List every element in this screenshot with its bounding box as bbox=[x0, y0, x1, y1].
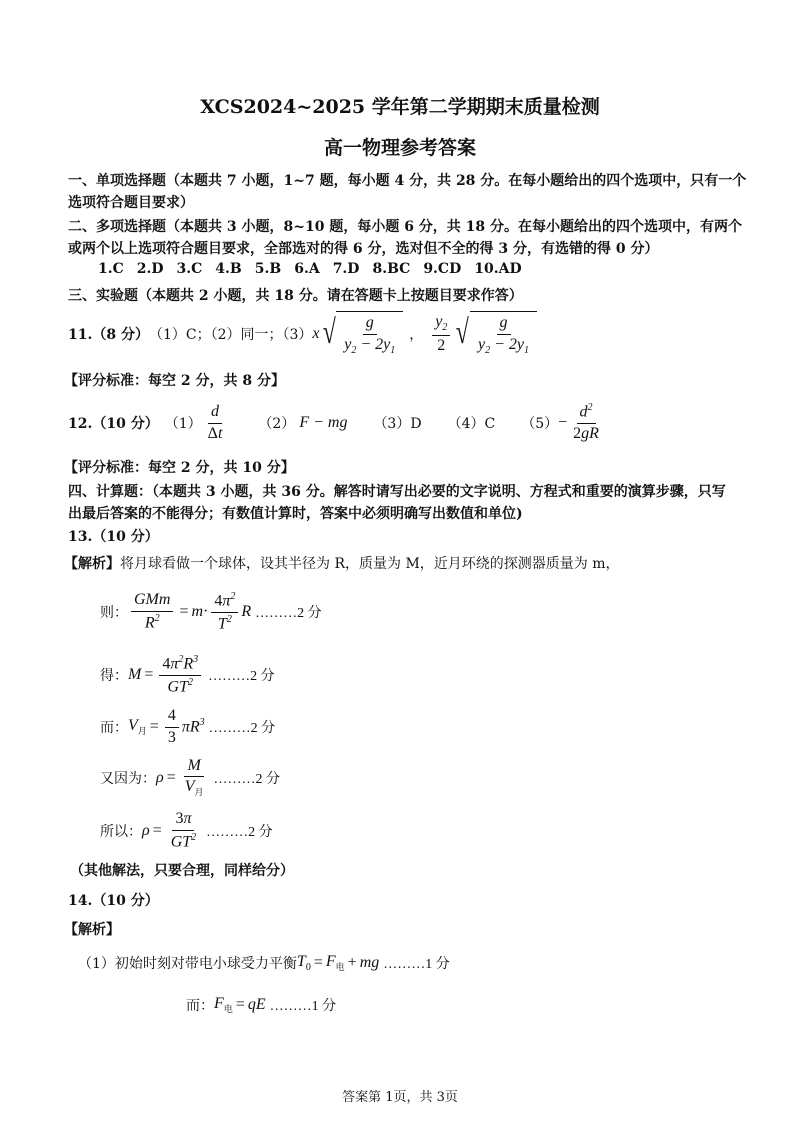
section-2-line-2: 或两个以上选项符合题目要求，全部选对的得 6 分，选对但不全的得 3 分，有选错的得 0 分） bbox=[68, 241, 659, 257]
page-subtitle: 高一物理参考答案 bbox=[323, 137, 476, 159]
answer-item: 4.B bbox=[215, 261, 242, 277]
q12-part-5: （5） bbox=[521, 416, 559, 432]
q13-step-2: 得： M = $\frac{4\pi^2R^3}{GT^2}$ ………2 分 bbox=[100, 653, 275, 695]
page-footer: 答案第 1页，共 3页 bbox=[342, 1090, 458, 1105]
q11-parts: （1）C；（2）同一；（3） bbox=[148, 327, 313, 343]
q12-formula-5: − $\frac{d^2}{2gR}$ bbox=[558, 402, 599, 443]
section-3-heading: 三、实验题（本题共 2 小题，共 18 分。请在答题卡上按题目要求作答） bbox=[68, 288, 523, 304]
q14-analysis-tag: 【解析】 bbox=[64, 922, 120, 938]
q11-formula-1: x √ $\frac{g}{y_2 - 2y_1}$ bbox=[312, 311, 403, 356]
q12-formula-2: F − mg bbox=[299, 414, 348, 431]
q13-analysis bbox=[64, 553, 620, 573]
answer-item: 10.AD bbox=[474, 261, 522, 277]
section-1-line-1: 一、单项选择题（本题共 7 小题，1~7 题，每小题 4 分，共 28 分。在每小题给出的四个选项中，只有一个 bbox=[68, 173, 747, 189]
section-4-line-1: 四、计算题：（本题共 3 小题，共 36 分。解答时请写出必要的文字说明、方程式和重要的演算步骤，只写 bbox=[68, 484, 726, 500]
q11-label: 11.（8 分） bbox=[68, 327, 149, 343]
q13-label: 13.（10 分） bbox=[68, 529, 159, 545]
q12-label: 12.（10 分） bbox=[68, 416, 159, 432]
answer-item: 7.D bbox=[332, 261, 360, 277]
section-1-line-2: 选项符合题目要求） bbox=[68, 195, 194, 211]
answer-list bbox=[98, 261, 522, 277]
q12-criteria: 【评分标准：每空 2 分，共 10 分】 bbox=[64, 460, 295, 476]
answer-item: 5.B bbox=[254, 261, 282, 277]
q14-step-1: （1）初始时刻对带电小球受力平衡 $T_0$ = $F_电$ + mg ………1 分 bbox=[78, 952, 450, 974]
answer-item: 2.D bbox=[136, 261, 164, 277]
q14-step-2: 而： $F_电$ = qE ………1 分 bbox=[186, 994, 337, 1016]
q11-criteria: 【评分标准：每空 2 分，共 8 分】 bbox=[64, 373, 285, 389]
q13-step-1: 则： $\frac{\text{GMm}}{R^2}$ = m · $\frac{4\pi^2}{T^2}$ R ………2 分 bbox=[100, 590, 322, 632]
answer-item: 9.CD bbox=[423, 261, 462, 277]
answer-item: 6.A bbox=[294, 261, 320, 277]
q13-analysis-tag: 【解析】 bbox=[64, 556, 120, 572]
section-2-line-1: 二、多项选择题（本题共 3 小题，8~10 题，每小题 6 分，共 18 分。在每小题给出的四个选项中，有两个 bbox=[68, 219, 743, 235]
section-4-line-2: 出最后答案的不能得分；有数值计算时，答案中必须明确写出数值和单位) bbox=[68, 506, 523, 522]
q12-part-3: （3）D bbox=[373, 416, 422, 432]
page-title: XCS2024~2025 学年第二学期期末质量检测 bbox=[200, 96, 600, 118]
answer-item: 1.C bbox=[98, 261, 124, 277]
answer-item: 3.C bbox=[176, 261, 203, 277]
q12-part-4: （4）C bbox=[447, 416, 496, 432]
q13-step-4: 又因为： ρ = $\frac{M}{V_月}$ ………2 分 bbox=[100, 757, 281, 799]
q11-separator: ， bbox=[409, 327, 424, 343]
q11-formula-2: $\frac{y_2}{2}$ √ $\frac{g}{y_2 - 2y_1}$ bbox=[429, 311, 537, 356]
q13-step-3: 而： $V_月$ = $\frac{4}{3}$ $\pi R^3$ ………2 分 bbox=[100, 707, 276, 746]
q12-formula-1: $\frac{d}{\Delta t}$ bbox=[207, 403, 223, 442]
q12-answer bbox=[68, 398, 605, 448]
q14-label: 14.（10 分） bbox=[68, 893, 159, 909]
q12-part-2: （2） bbox=[258, 416, 296, 432]
answer-item: 8.BC bbox=[372, 261, 411, 277]
q13-step-5: 所以： ρ = $\frac{3\pi}{GT^2}$ ………2 分 bbox=[100, 810, 273, 851]
q13-analysis-text: 将月球看做一个球体，设其半径为 R，质量为 M，近月环绕的探测器质量为 m， bbox=[120, 556, 620, 572]
q11-answer bbox=[68, 306, 537, 362]
q13-other-solutions: （其他解法，只要合理，同样给分） bbox=[70, 863, 294, 879]
q12-part-1: （1） bbox=[164, 416, 202, 432]
